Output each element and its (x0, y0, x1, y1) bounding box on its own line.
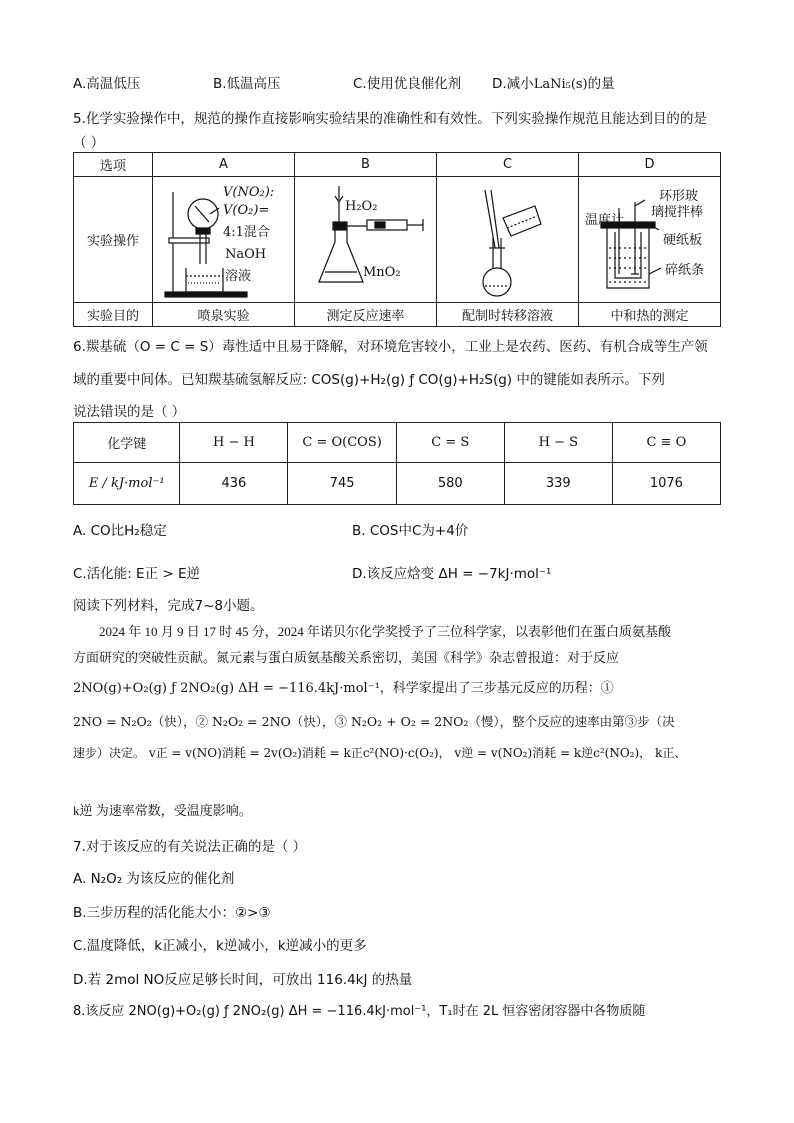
fig-d-label-thermometer: 温度计 (585, 213, 625, 228)
q5-stem: 5.化学实验操作中，规范的操作直接影响实验结果的准确性和有效性。下列实验操作规范且能达到目的的是 (73, 111, 707, 127)
q5-figure-d (579, 177, 721, 303)
fig-d-label-stirrer-1: 环形玻 (659, 189, 699, 204)
q6-option-a: A. CO比H₂稳定 (73, 523, 167, 539)
q5-row-operation-label: 实验操作 (74, 177, 153, 303)
q6-stem-line-1: 6.羰基硫（O = C = S）毒性适中且易于降解，对环境危害较小，工业上是农药、医药、有机合成等生产领 (73, 339, 708, 355)
q7-option-c: C.温度降低，k正减小，k逆减小，k逆减小的更多 (73, 938, 367, 954)
q6-row-label: E / kJ·mol⁻¹ (74, 463, 180, 505)
reading-line-3-text: ，科学家提出了三步基元反应的历程：① (379, 680, 614, 695)
q6-option-b: B. COS中C为+4价 (352, 523, 469, 539)
q5-table (73, 152, 721, 327)
q6-option-c: C.活化能: E正 > E逆 (73, 566, 201, 582)
reading-line-2: 方面研究的突破性贡献。氮元素与蛋白质氨基酸关系密切，美国《科学》杂志曾报道：对于反应 (73, 650, 620, 665)
q6-header-cs: C = S (396, 423, 504, 463)
q6-value-cs: 580 (396, 463, 504, 505)
q5-figure-c (437, 177, 579, 303)
fig-a-label-5: 溶液 (225, 269, 252, 284)
q5-paren: （ ） (73, 135, 105, 151)
q4-option-d (492, 72, 615, 92)
q5-header-b: B (295, 153, 437, 177)
fig-d-label-cardboard: 硬纸板 (663, 233, 703, 248)
reading-line-3 (73, 677, 614, 696)
q7-option-a: A. N₂O₂ 为该反应的催化剂 (73, 871, 235, 887)
reading-intro: 阅读下列材料，完成7~8小题。 (73, 598, 264, 614)
q6-option-d: D.该反应焓变 ΔH = −7kJ·mol⁻¹ (352, 566, 552, 582)
q5-row-purpose-label: 实验目的 (74, 303, 153, 327)
fig-d-label-paper: 碎纸条 (665, 263, 705, 278)
q4-option-b: B.低温高压 (213, 76, 281, 92)
reading-line-4: 2NO = N₂O₂（快），② N₂O₂ = 2NO（快），③ N₂O₂ + O₂ = 2NO₂（慢），整个反应的速率由第③步（决 (73, 714, 675, 729)
fig-a-label-2: V(O₂)= (223, 203, 270, 218)
q6-bond-energy-table (73, 422, 721, 505)
fig-d-label-stirrer-2: 璃搅拌棒 (651, 205, 704, 220)
q4-option-d-prefix: D.减小 (492, 76, 534, 92)
q4-option-d-formula: LaNi₅(s) (533, 77, 588, 92)
fig-b-label-mno2: MnO₂ (363, 265, 401, 280)
q6-value-hs: 339 (504, 463, 612, 505)
q5-purpose-b: 测定反应速率 (295, 303, 437, 327)
q5-header-d: D (579, 153, 721, 177)
q5-header-c: C (437, 153, 579, 177)
reading-equation: 2NO(g)+O₂(g) ƒ 2NO₂(g) ΔH = −116.4kJ·mol⁻¹ (73, 681, 380, 696)
q6-header-hh: H − H (180, 423, 288, 463)
q5-header-option: 选项 (74, 153, 153, 177)
volumetric-flask-icon (437, 178, 578, 302)
q6-header-bond: 化学键 (74, 423, 180, 463)
q5-purpose-d: 中和热的测定 (579, 303, 721, 327)
q5-figure-a (153, 177, 295, 303)
q6-stem-line-3: 说法错误的是（ ） (73, 404, 186, 420)
q5-header-a: A (153, 153, 295, 177)
reaction-rate-apparatus-icon (295, 178, 436, 302)
q6-header-co-triple: C ≡ O (612, 423, 720, 463)
q6-header-co-cos: C = O(COS) (288, 423, 396, 463)
q6-header-hs: H − S (504, 423, 612, 463)
fig-a-label-1: V(NO₂): (223, 185, 275, 200)
q5-figure-b (295, 177, 437, 303)
q5-purpose-a: 喷泉实验 (153, 303, 295, 327)
reading-line-6: k逆 为速率常数，受温度影响。 (73, 803, 252, 818)
q5-purpose-c: 配制时转移溶液 (437, 303, 579, 327)
reading-line-5: 速步）决定。 v正 = v(NO)消耗 = 2v(O₂)消耗 = k正c²(NO)·c(O₂)， v逆 = v(NO₂)消耗 = k逆c²(NO₂)， k正、 (73, 746, 687, 760)
reading-line-1: 2024 年 10 月 9 日 17 时 45 分，2024 年诺贝尔化学奖授予了三位科学家，以表彰他们在蛋白质氨基酸 (99, 624, 672, 639)
fig-b-label-h2o2: H₂O₂ (345, 199, 378, 214)
fig-a-label-4: NaOH (225, 247, 267, 262)
q4-option-a: A.高温低压 (73, 76, 141, 92)
q7-option-d: D.若 2mol NO反应足够长时间，可放出 116.4kJ 的热量 (73, 972, 413, 988)
fig-a-label-3: 4:1混合 (223, 225, 270, 240)
q4-option-c: C.使用优良催化剂 (353, 76, 462, 92)
q7-option-b: B.三步历程的活化能大小：②>③ (73, 905, 271, 921)
q6-value-co-cos: 745 (288, 463, 396, 505)
q6-stem-line-2: 域的重要中间体。已知羰基硫氢解反应: COS(g)+H₂(g) ƒ CO(g)+H₂S(g) 中的键能如表所示。下列 (73, 372, 665, 388)
q6-value-hh: 436 (180, 463, 288, 505)
q4-option-d-suffix: 的量 (587, 76, 615, 92)
q7-stem: 7.对于该反应的有关说法正确的是（ ） (73, 839, 307, 855)
q8-stem: 8.该反应 2NO(g)+O₂(g) ƒ 2NO₂(g) ΔH = −116.4kJ·mol⁻¹，T₁时在 2L 恒容密闭容器中各物质随 (73, 1004, 646, 1019)
q6-value-co-triple: 1076 (612, 463, 720, 505)
